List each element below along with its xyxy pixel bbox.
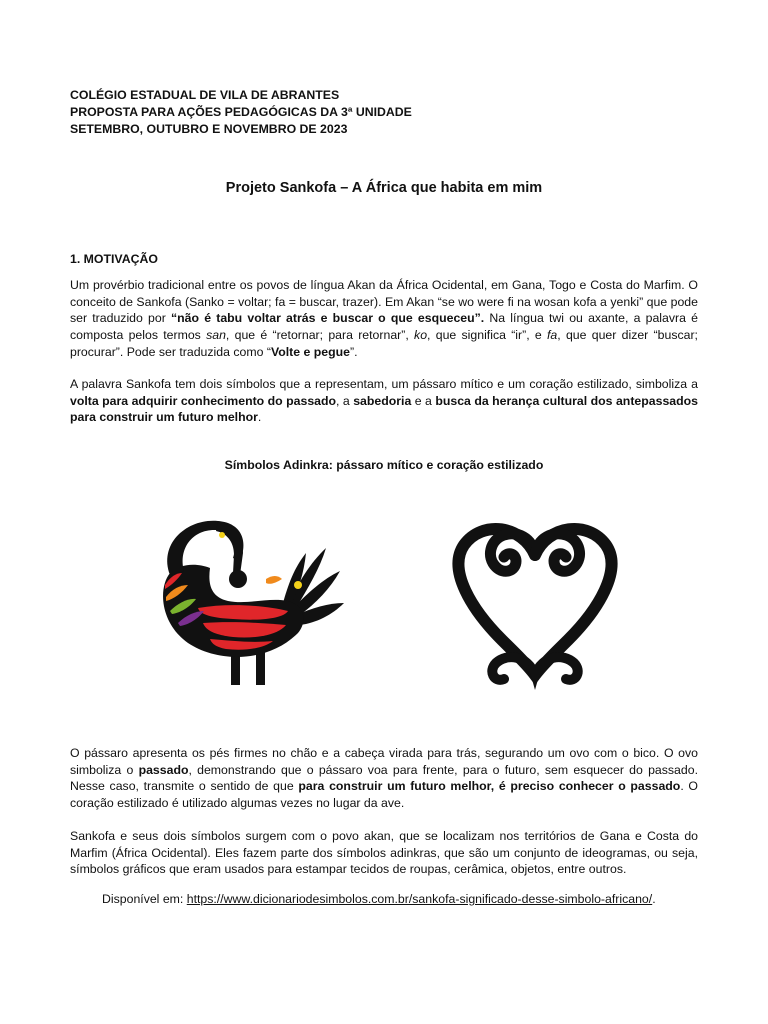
bold-run: passado — [138, 762, 189, 777]
source-label: Disponível em: — [102, 892, 187, 906]
paragraph-motivation-2 — [70, 376, 698, 426]
text-run: A palavra Sankofa tem dois símbolos que a representam, um pássaro mítico e um coração estilizado, simboliza a — [70, 377, 698, 391]
source-suffix: . — [652, 892, 656, 906]
school-name: COLÉGIO ESTADUAL DE VILA DE ABRANTES — [70, 88, 340, 102]
figure-caption: Símbolos Adinkra: pássaro mítico e coração estilizado — [224, 458, 544, 472]
italic-run: san — [206, 328, 226, 343]
paragraph-motivation-1 — [70, 277, 698, 361]
proposal-title: PROPOSTA PARA AÇÕES PEDAGÓGICAS DA 3ª UNIDADE — [70, 105, 412, 119]
text-run: Na língua twi ou axante, a palavra é composta pelos termos — [70, 311, 698, 343]
italic-run: ko — [414, 328, 428, 343]
document-header — [70, 87, 412, 138]
bold-run: sabedoria — [353, 393, 412, 408]
text-run: . — [257, 410, 262, 425]
bold-run: busca da herança cultural dos antepassados para construir um futuro melhor — [70, 393, 698, 425]
tail-stripe-orange — [266, 576, 282, 584]
source-citation — [102, 892, 656, 906]
sankofa-heart-image — [452, 515, 618, 690]
bold-run: Volte e pegue — [270, 344, 350, 359]
paragraph-bird-description — [70, 745, 698, 812]
bold-run: “não é tabu voltar atrás e buscar o que esqueceu”. — [171, 311, 485, 326]
document-title: Projeto Sankofa – A África que habita em mim — [225, 180, 543, 196]
text-run: , demonstrando que o pássaro voa para frente, para o futuro, sem esquecer do passado. Nesse caso, transmite o sentido de que — [70, 762, 698, 794]
text-run: , que significa “ir”, e — [427, 328, 548, 343]
period: SETEMBRO, OUTUBRO E NOVEMBRO DE 2023 — [70, 122, 348, 136]
paragraph-adinkra-origin: Sankofa e seus dois símbolos surgem com o povo akan, que se localizam nos territórios de Gana e Costa do Marfim (África Ocidental). Eles fazem parte dos símbolos adinkras, que são um conjunto de ideogramas, ou seja, símbolos gráficos que eram usados para estampar tecidos de roupas, cerâmica, objetos, entre outros. — [70, 829, 698, 877]
text-run: O pássaro apresenta os pés firmes no chão e a cabeça virada para trás, segurando um ovo com o bico. O ovo simboliza o — [70, 746, 698, 777]
bold-run: volta para adquirir conhecimento do passado — [70, 393, 337, 408]
text-run: , que é “retornar; para retornar”, — [225, 328, 415, 343]
bold-run: para construir um futuro melhor, é preciso conhecer o passado — [298, 779, 681, 794]
source-link[interactable]: https://www.dicionariodesimbolos.com.br/sankofa-significado-desse-simbolo-africano/ — [186, 892, 653, 906]
tail-dot-yellow — [294, 581, 302, 589]
bird-head — [216, 521, 243, 575]
bird-egg — [229, 570, 247, 588]
sankofa-bird-image — [148, 513, 348, 688]
text-run: . O coração estilizado é utilizado algumas vezes no lugar da ave. — [70, 779, 698, 811]
italic-run: fa — [547, 328, 558, 343]
text-run: ”. — [349, 344, 358, 359]
text-run: , a — [336, 393, 354, 408]
bird-leg — [256, 651, 265, 685]
text-run: Um provérbio tradicional entre os povos de língua Akan da África Ocidental, em Gana, Togo e Costa do Marfim. O conceito de Sankofa (Sanko = voltar; fa = buscar, trazer). Em Akan “se wo were fi na wosan kofa a yenki” que pode ser traduzido por — [70, 278, 698, 326]
text-run: e a — [411, 393, 436, 408]
text-run: , que quer dizer “buscar; procurar”. Pode ser traduzida como “ — [70, 328, 698, 359]
section-heading: 1. MOTIVAÇÃO — [70, 252, 158, 266]
bird-eye — [219, 532, 225, 538]
